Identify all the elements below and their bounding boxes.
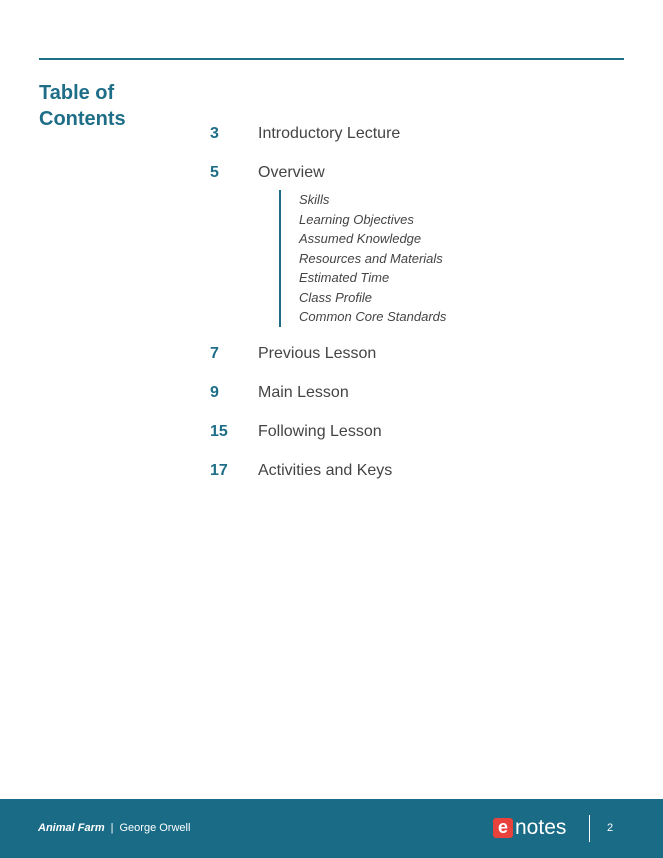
logo-wordmark: notes: [515, 816, 567, 839]
toc-title: Activities and Keys: [258, 462, 393, 479]
subsection-item: Skills: [299, 192, 330, 207]
toc-page-number: 15: [210, 423, 228, 440]
logo-e-icon: e: [493, 818, 513, 838]
subsection-item: Learning Objectives: [299, 211, 414, 227]
toc-page-number: 3: [210, 125, 219, 142]
page-number: 2: [607, 822, 614, 834]
subsection-item: Common Core Standards: [299, 309, 447, 324]
toc-page-number: 17: [210, 462, 228, 479]
toc-title: Following Lesson: [258, 423, 382, 440]
toc-title: Introductory Lecture: [258, 125, 401, 142]
toc-heading: Table of Contents: [39, 82, 126, 130]
toc-title: Main Lesson: [258, 384, 349, 401]
subsection-item: Class Profile: [299, 289, 372, 305]
footer-divider: [589, 815, 590, 842]
overview-subsection-list: [279, 190, 446, 327]
toc-page-number: 7: [210, 345, 219, 362]
page-footer: [0, 799, 663, 858]
footer-book-info: [38, 822, 190, 834]
top-divider: [39, 58, 624, 60]
toc-page-number: 9: [210, 384, 219, 401]
toc-title: Overview: [258, 164, 325, 181]
subsection-item: Assumed Knowledge: [299, 231, 422, 246]
footer-author: George Orwell: [119, 822, 191, 834]
subsection-item: Estimated Time: [299, 270, 390, 285]
subsection-item: Resources and Materials: [299, 250, 443, 266]
footer-book-title: Animal Farm: [38, 822, 105, 834]
toc-title: Previous Lesson: [258, 345, 377, 362]
toc-page-number: 5: [210, 164, 219, 181]
footer-separator: |: [110, 822, 114, 834]
